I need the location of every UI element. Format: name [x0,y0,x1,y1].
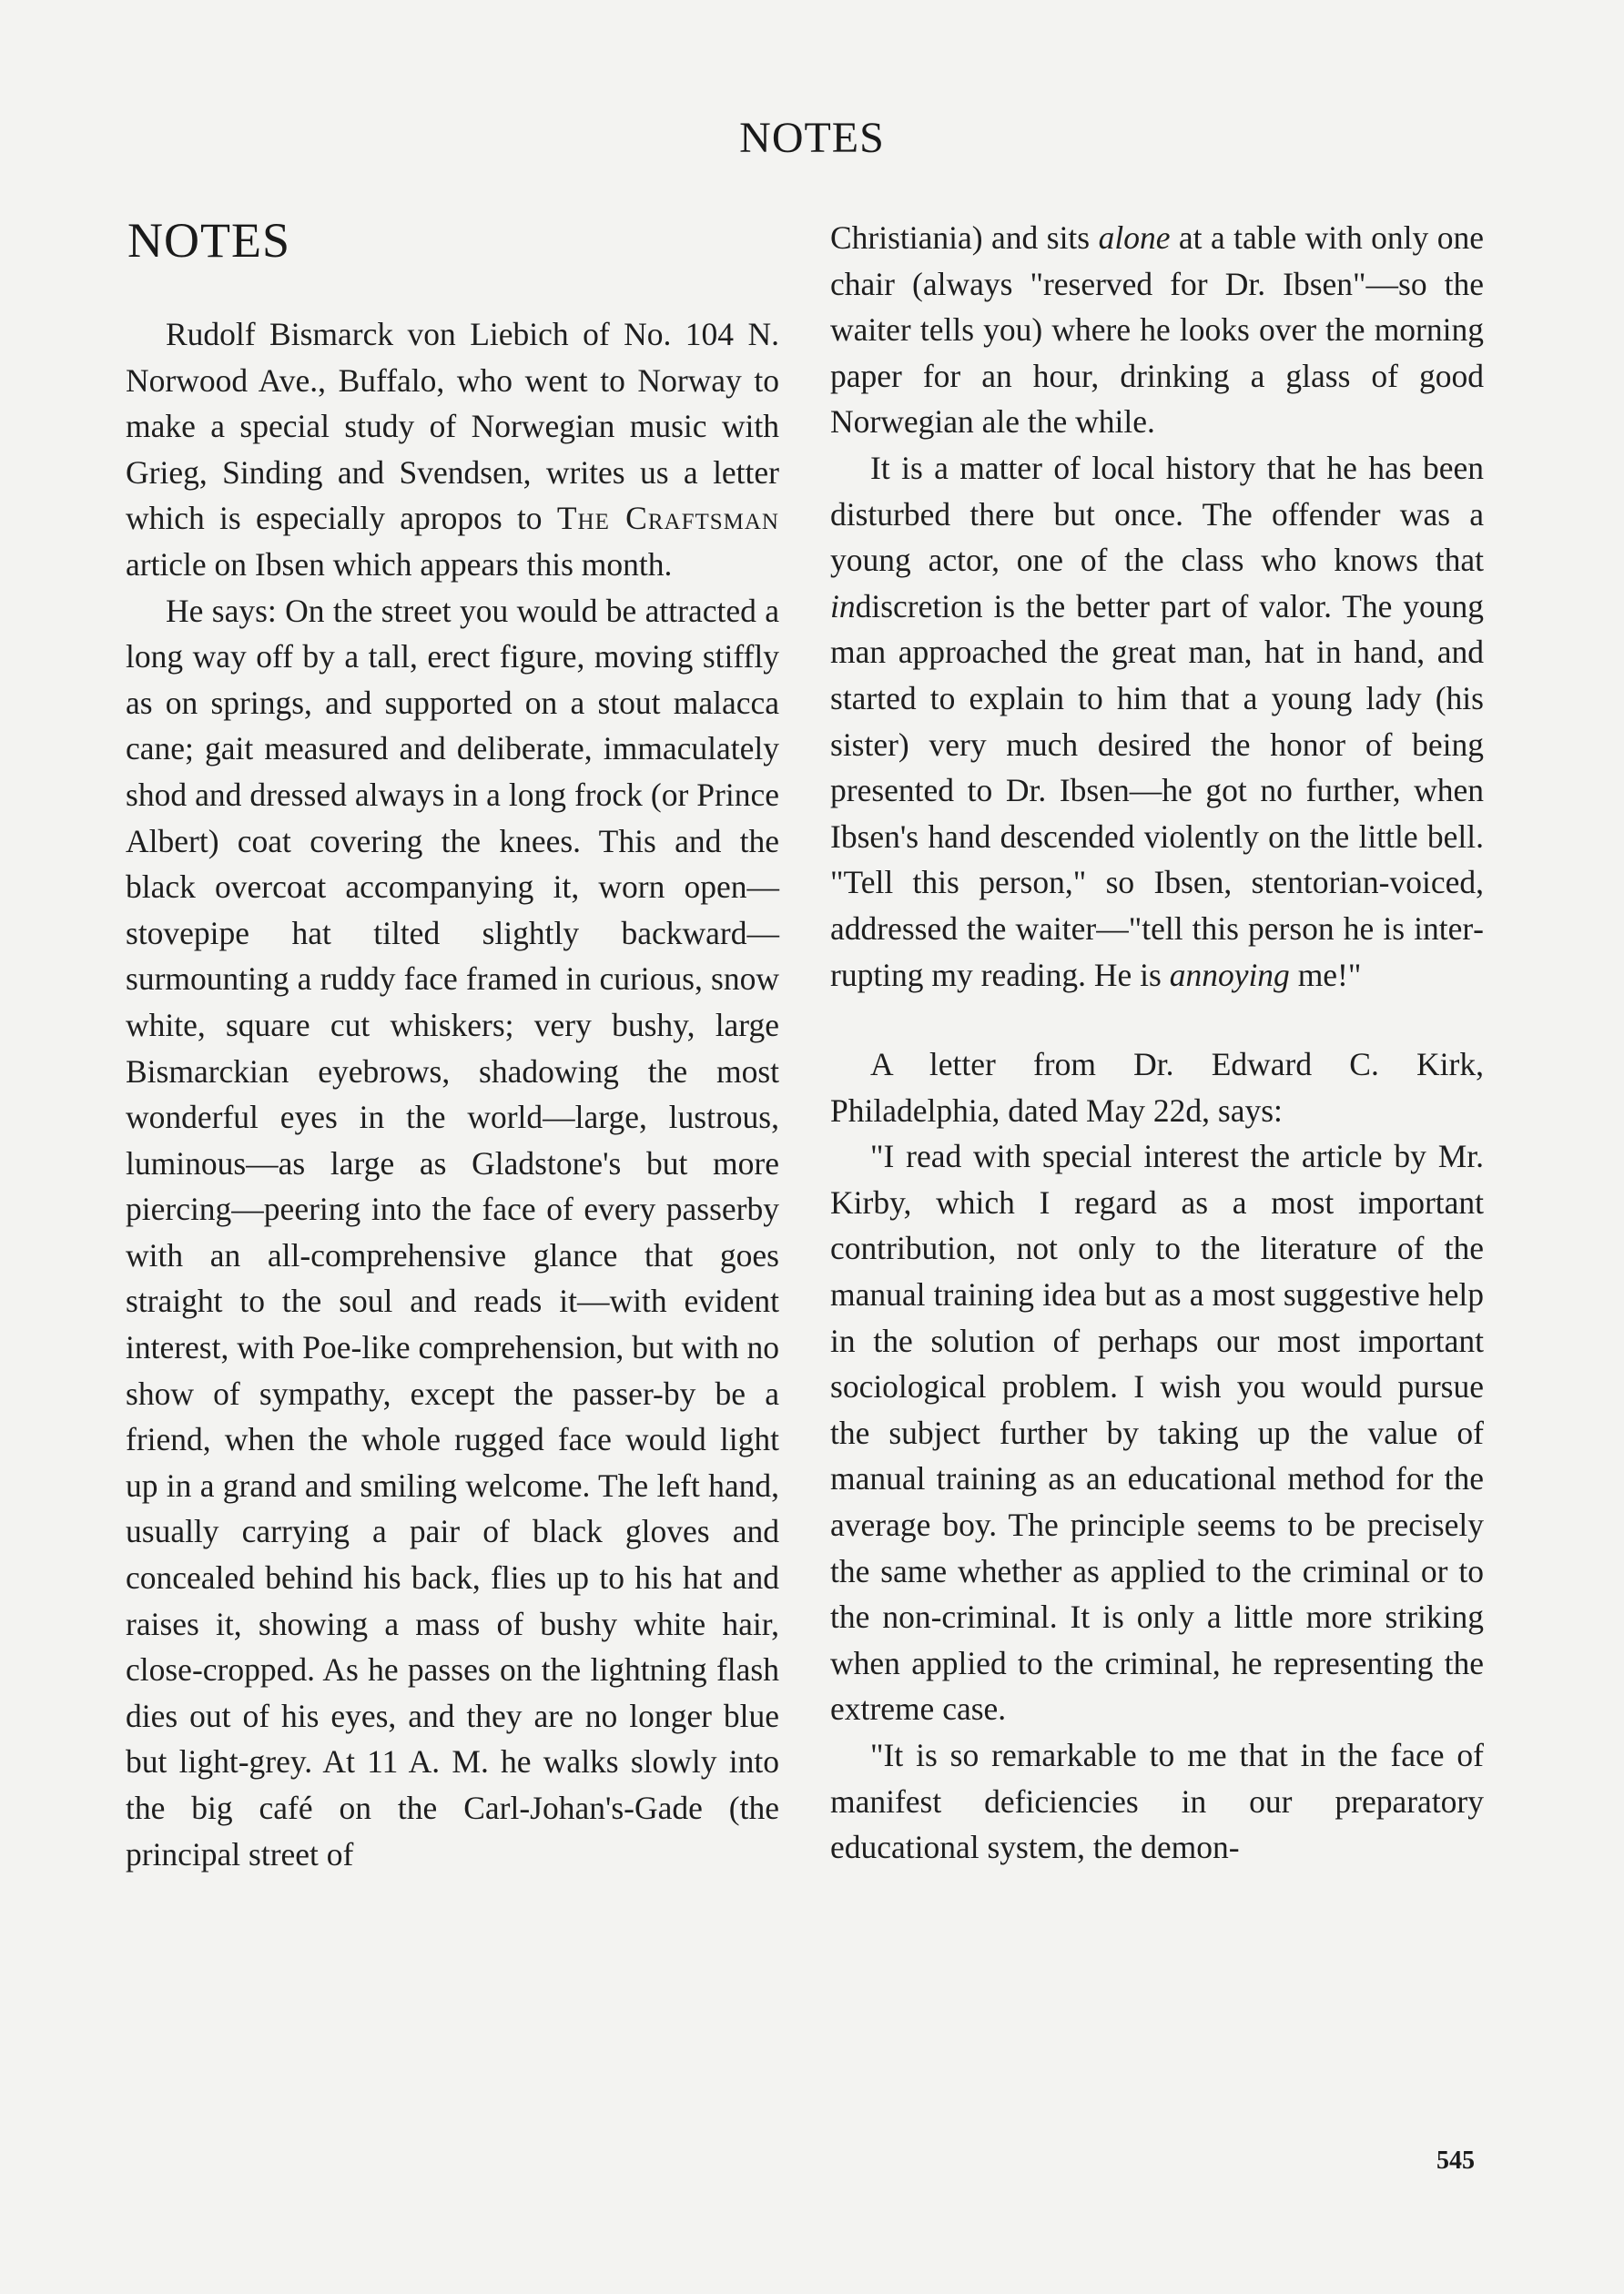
running-head: NOTES [739,114,885,162]
paragraph-text: article on Ibsen which appears this month. [126,545,673,583]
paragraph-text: Christiania) and sits [830,219,1099,256]
page-number: 545 [1436,2147,1475,2175]
magazine-name: The Craftsman [556,500,779,537]
paragraph-kirk-letter: A letter from Dr. Edward C. Kirk, Philadelphia, dated May 22d, says: [830,1046,1484,1129]
right-column [830,215,1484,1871]
paragraph-text: discretion is the better part of valor. The young man approached the great man, hat in hand, and started to explain to him that a young lady (his sister) very much desired the honor of being presented to Dr. Ibsen—he got no further, when Ibsen's hand descended violently on the little bell. "Tell this person," so Ibsen, stentorian-voiced, addressed the waiter—"tell this person he is interrupting my reading. He is [830,587,1484,993]
emphasis-text: alone [1098,219,1171,256]
paragraph-continuation [830,215,1484,445]
paragraph-local-history [830,445,1484,998]
paragraph-ibsen-description: He says: On the street you would be attracted a long way off by a tall, erect figure, moving stiffly as on springs, and supported on a stout malacca cane; gait measured and deliberate, immaculately shod and dressed always in a long frock (or Prince Albert) coat covering the knees. This and the black overcoat accompanying it, worn open—stovepipe hat tilted slightly backward—surmounting a ruddy face framed in curious, snow white, square cut whiskers; very bushy, large Bismarckian eyebrows, shadowing the most wonderful eyes in the world—large, lustrous, luminous—as large as Gladstone's but more piercing—peering into the face of every passerby with an all-comprehensive glance that goes straight to the soul and reads it—with evident interest, with Poe-like comprehension, but with no show of sympathy, except the passer-by be a friend, when the whole rugged face would light up in a grand and smiling welcome. The left hand, usually carrying a pair of black gloves and concealed behind his back, flies up to his hat and raises it, showing a mass of bushy white hair, close-cropped. As he passes on the lightning flash dies out of his eyes, and they are no longer blue but light-grey. At 11 A. M. he walks slowly into the big café on the Carl-Johan's-Gade (the principal street of [126,592,779,1873]
paragraph-text: me!" [1289,956,1362,993]
paragraph-text: It is a matter of local history that he has been disturbed there but once. The offender was a young actor, one of the class who knows that [830,449,1484,579]
paragraph-kirk-quote-1: "I read with special interest the article by Mr. Kirby, which I regard as a most important contribution, not only to the literature of the manual training idea but as a most suggestive help in the solution of perhaps our most important sociological problem. I wish you would pursue the subject further by taking up the value of manual training as an educational method for the average boy. The principle seems to be precisely the same whether as applied to the criminal or to the non-criminal. It is only a little more striking when applied to the criminal, he representing the extreme case. [830,1138,1484,1728]
left-column [126,211,779,1877]
paragraph-kirk-quote-2: "It is so remarkable to me that in the face of manifest deficiencies in our preparatory educational system, the demon- [830,1737,1484,1866]
paragraph-text: at a table with only one chair (always "reserved for Dr. Ibsen"—so the waiter tells you) where he looks over the morning paper for an hour, drinking a glass of good Norwegian ale the while. [830,219,1484,441]
emphasis-text: annoying [1169,956,1290,993]
paragraph-liebich-intro [126,311,779,588]
emphasis-text: in [830,587,856,624]
paragraph-text: Rudolf Bismarck von Liebich of No. 104 N. Norwood Ave., Buffalo, who went to Norway to make a special study of Norwegian music with Grieg, Sinding and Svendsen, writes us a letter which is especially apropos to [126,316,779,537]
section-title: NOTES [127,213,290,268]
